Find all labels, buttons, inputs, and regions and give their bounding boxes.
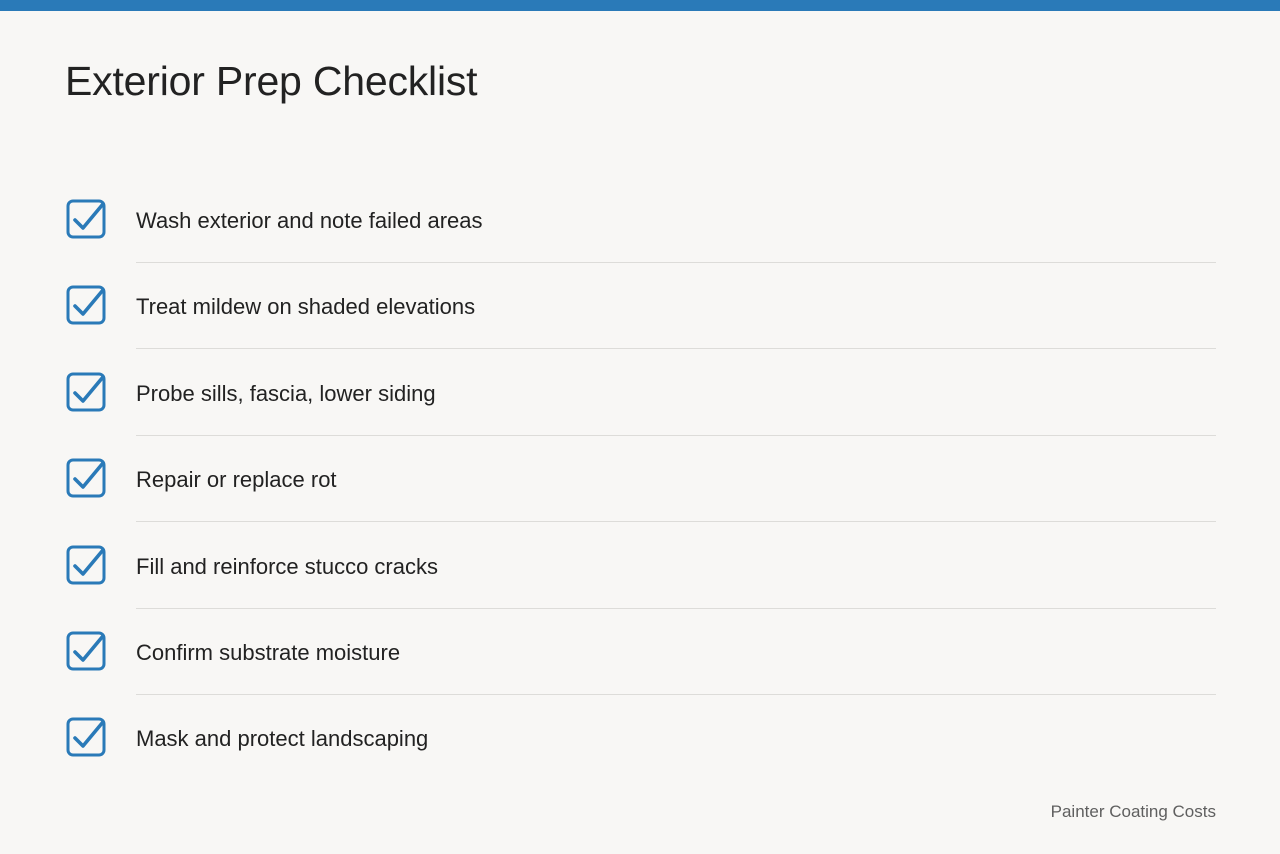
checklist-item-label: Treat mildew on shaded elevations	[136, 294, 476, 320]
checklist-item[interactable]	[0, 263, 1280, 349]
checklist	[0, 177, 1280, 782]
checkbox-checked-icon[interactable]	[66, 285, 108, 327]
checkbox-checked-icon[interactable]	[66, 372, 108, 414]
checklist-item[interactable]	[0, 436, 1280, 522]
checklist-item-label: Repair or replace rot	[136, 467, 337, 493]
footer-brand: Painter Coating Costs	[1050, 802, 1216, 821]
top-accent-bar	[0, 0, 1280, 11]
checklist-item-label: Fill and reinforce stucco cracks	[136, 553, 438, 579]
checkbox-checked-icon[interactable]	[66, 458, 108, 500]
checklist-item[interactable]	[0, 350, 1280, 436]
checklist-item[interactable]	[0, 523, 1280, 609]
checklist-item[interactable]	[0, 177, 1280, 263]
checklist-item[interactable]	[0, 609, 1280, 695]
page-title: Exterior Prep Checklist	[65, 58, 478, 104]
checklist-item-label: Probe sills, fascia, lower siding	[136, 380, 436, 406]
checkbox-checked-icon[interactable]	[66, 717, 108, 759]
checkbox-checked-icon[interactable]	[66, 631, 108, 673]
checklist-item-label: Mask and protect landscaping	[136, 726, 429, 752]
checkbox-checked-icon[interactable]	[66, 545, 108, 587]
checklist-item-label: Confirm substrate moisture	[136, 639, 401, 665]
checklist-item[interactable]	[0, 695, 1280, 781]
checkbox-checked-icon[interactable]	[66, 199, 108, 241]
checklist-item-label: Wash exterior and note failed areas	[136, 208, 483, 233]
